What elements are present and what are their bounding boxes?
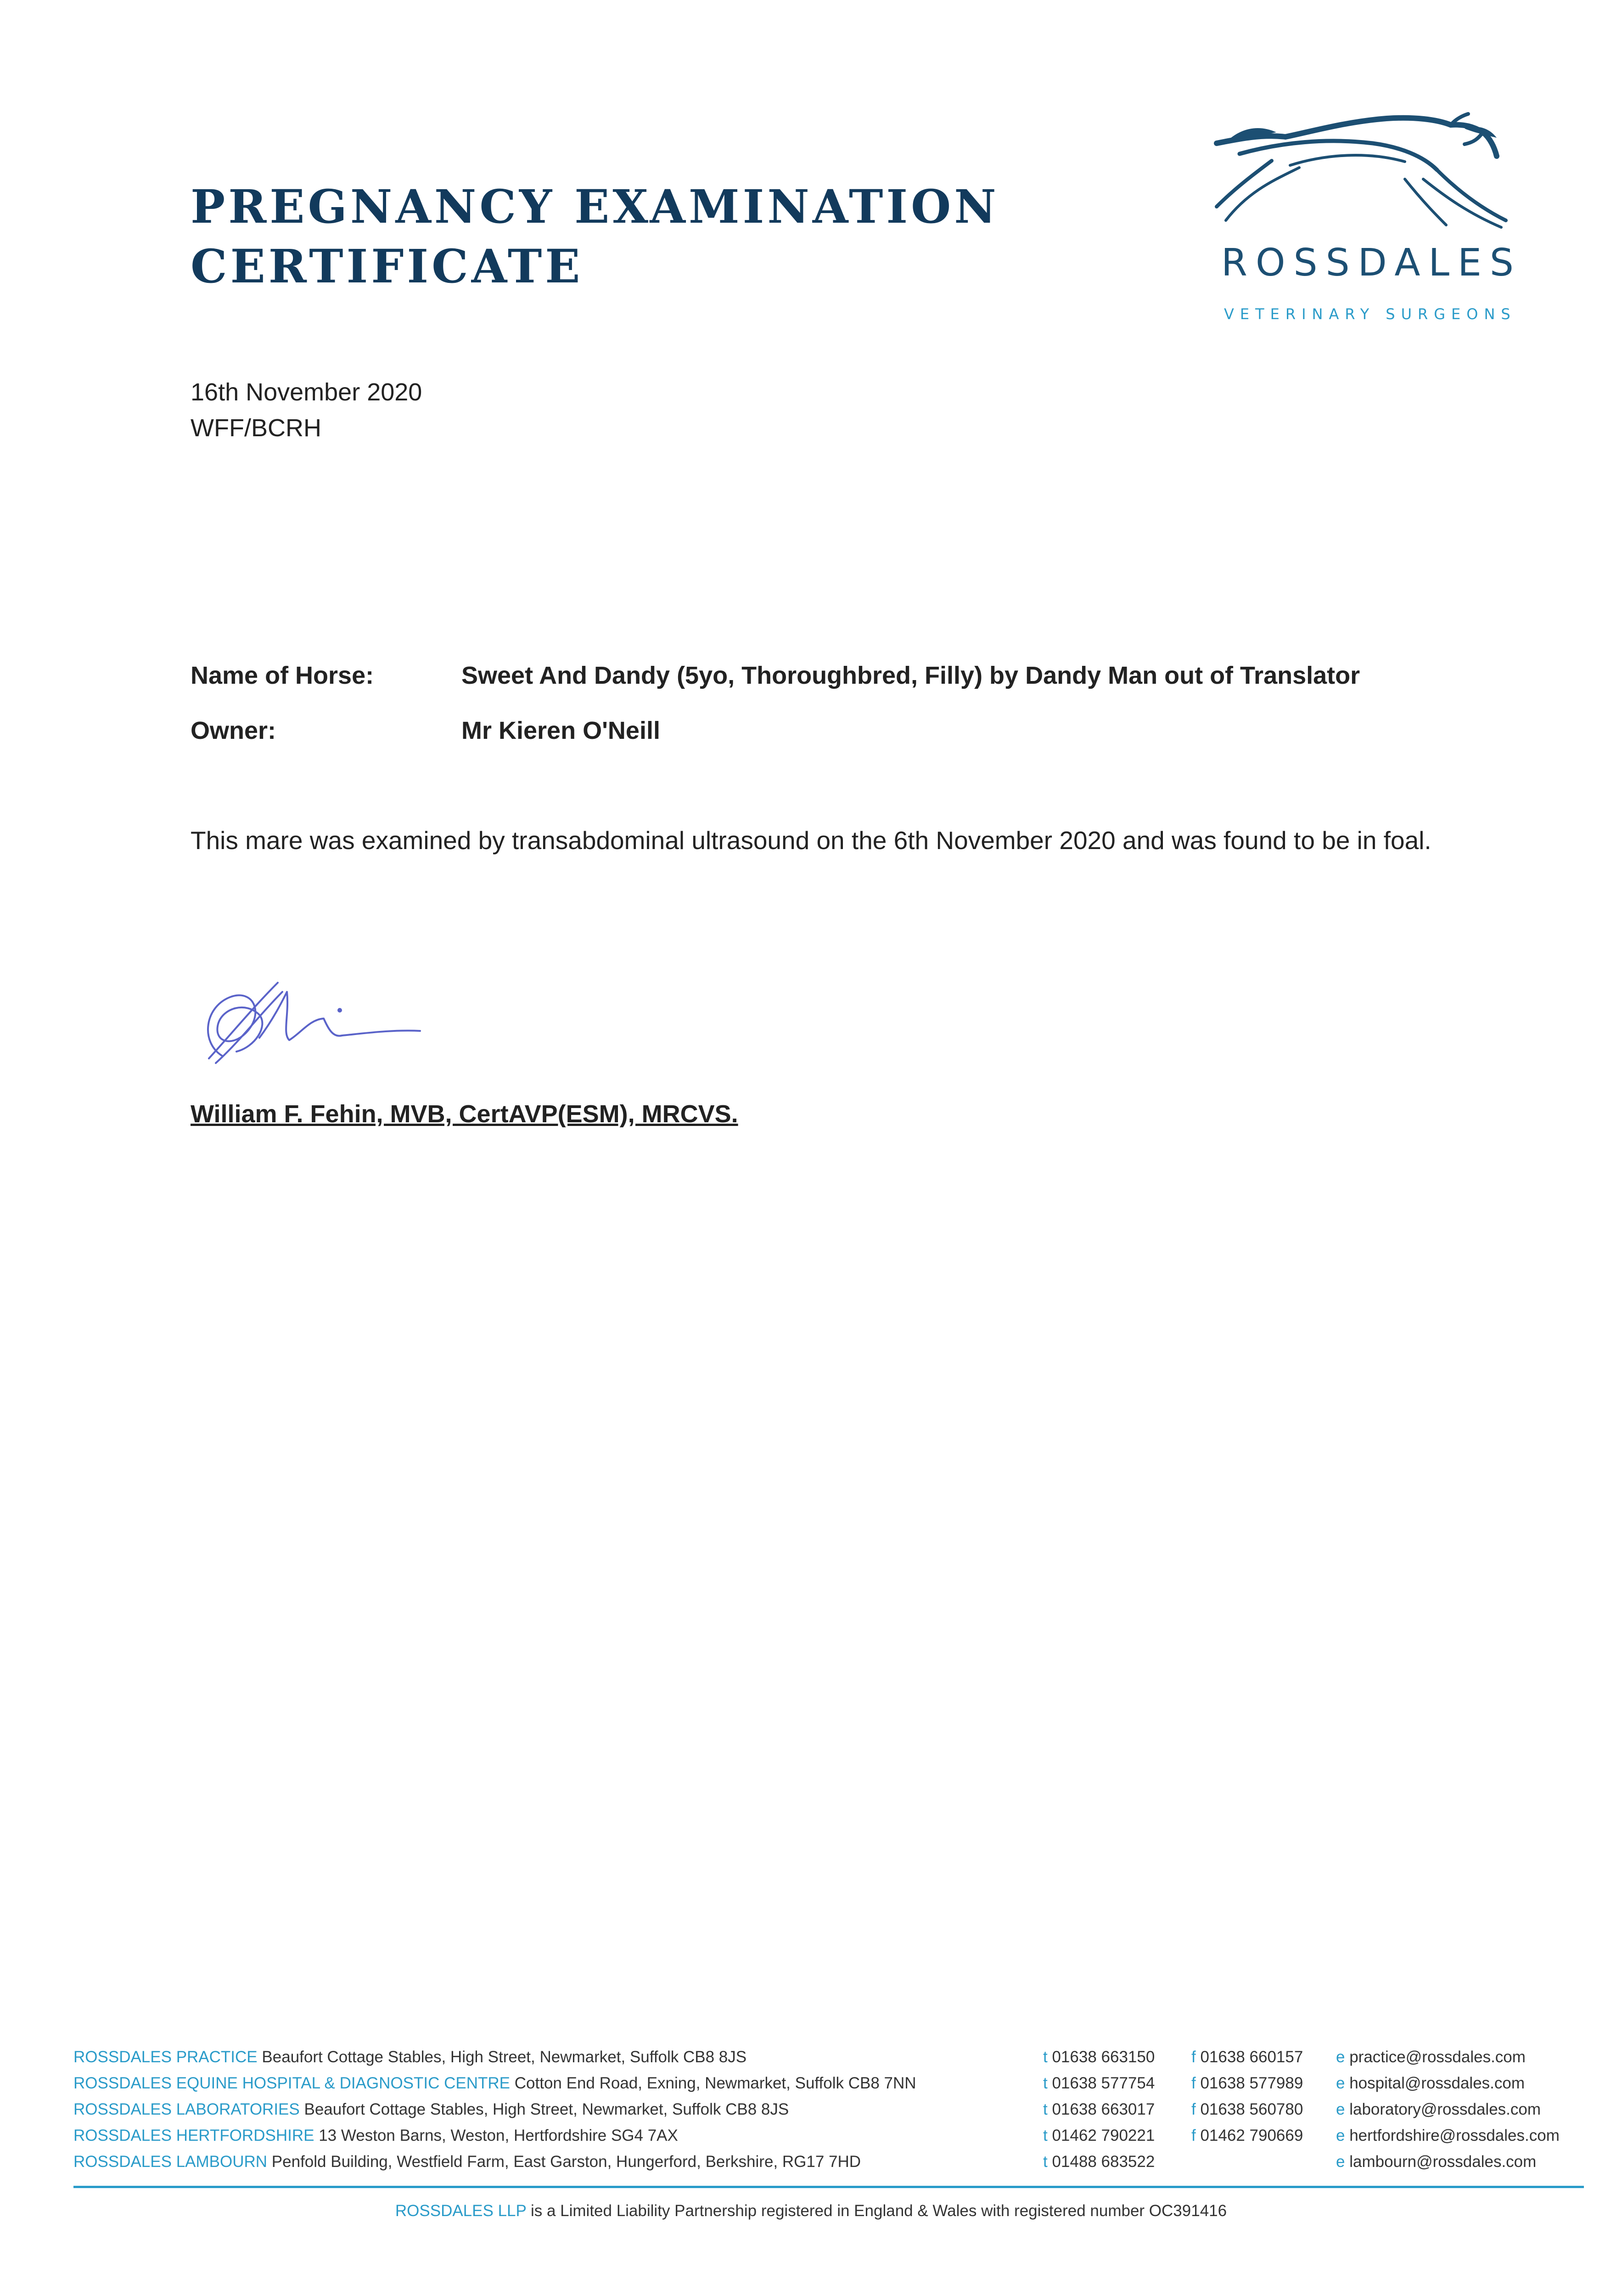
signatory-name: William F. Fehin, MVB, CertAVP(ESM), MRCVS. [191, 1100, 738, 1128]
footer-address: Penfold Building, Westfield Farm, East Garston, Hungerford, Berkshire, RG17 7HD [271, 2153, 861, 2171]
footer-phone: t 01638 577754 [1043, 2074, 1155, 2092]
footer-phone: t 01638 663017 [1043, 2100, 1155, 2118]
owner-value: Mr Kieren O'Neill [461, 717, 660, 744]
certificate-title [191, 177, 999, 296]
footer-phone: t 01638 663150 [1043, 2048, 1155, 2066]
footer-email: e practice@rossdales.com [1336, 2048, 1526, 2066]
footer-fax: f 01638 577989 [1191, 2074, 1303, 2092]
horse-name-value: Sweet And Dandy (5yo, Thoroughbred, Filly) by Dandy Man out of Translator [461, 662, 1360, 689]
galloping-horse-icon [1207, 110, 1520, 243]
logo-wordmark: ROSSDALES [1221, 241, 1522, 285]
examination-statement: This mare was examined by transabdominal ultrasound on the 6th November 2020 and was found to be in foal. [191, 826, 1431, 855]
footer-fax: f 01462 790669 [1191, 2127, 1303, 2144]
title-line-1: PREGNANCY EXAMINATION [191, 180, 999, 234]
certificate-reference: WFF/BCRH [191, 414, 321, 442]
legal-text: is a Limited Liability Partnership registered in England & Wales with registered number OC391416 [530, 2202, 1227, 2220]
footer-fax: f 01638 660157 [1191, 2048, 1303, 2066]
footer-branch-name: ROSSDALES LAMBOURN [73, 2153, 268, 2171]
footer-address: Cotton End Road, Exning, Newmarket, Suffolk CB8 7NN [514, 2074, 916, 2092]
footer-email: e hertfordshire@rossdales.com [1336, 2127, 1560, 2144]
footer-branch-name: ROSSDALES PRACTICE [73, 2048, 258, 2066]
footer-address: Beaufort Cottage Stables, High Street, Newmarket, Suffolk CB8 8JS [304, 2100, 789, 2118]
legal-notice [0, 2202, 1622, 2220]
owner-label: Owner: [191, 717, 276, 744]
footer-branch-name: ROSSDALES LABORATORIES [73, 2100, 300, 2118]
footer-address: 13 Weston Barns, Weston, Hertfordshire SG4 7AX [319, 2127, 678, 2144]
footer-fax: f 01638 560780 [1191, 2100, 1303, 2118]
footer-divider [73, 2186, 1584, 2188]
legal-company-name: ROSSDALES LLP [395, 2202, 527, 2220]
horse-name-label: Name of Horse: [191, 662, 374, 689]
footer-branch-name: ROSSDALES HERTFORDSHIRE [73, 2127, 314, 2144]
handwritten-signature [191, 964, 429, 1075]
title-line-2: CERTIFICATE [191, 239, 584, 293]
certificate-date: 16th November 2020 [191, 378, 422, 406]
footer-email: e lambourn@rossdales.com [1336, 2153, 1537, 2171]
footer-email: e laboratory@rossdales.com [1336, 2100, 1541, 2118]
rossdales-logo [1207, 110, 1520, 340]
footer-phone: t 01462 790221 [1043, 2127, 1155, 2144]
logo-tagline: VETERINARY SURGEONS [1224, 305, 1516, 323]
footer-address: Beaufort Cottage Stables, High Street, Newmarket, Suffolk CB8 8JS [262, 2048, 747, 2066]
footer-phone: t 01488 683522 [1043, 2153, 1155, 2171]
footer-email: e hospital@rossdales.com [1336, 2074, 1525, 2092]
footer-branch-name: ROSSDALES EQUINE HOSPITAL & DIAGNOSTIC CENTRE [73, 2074, 511, 2092]
